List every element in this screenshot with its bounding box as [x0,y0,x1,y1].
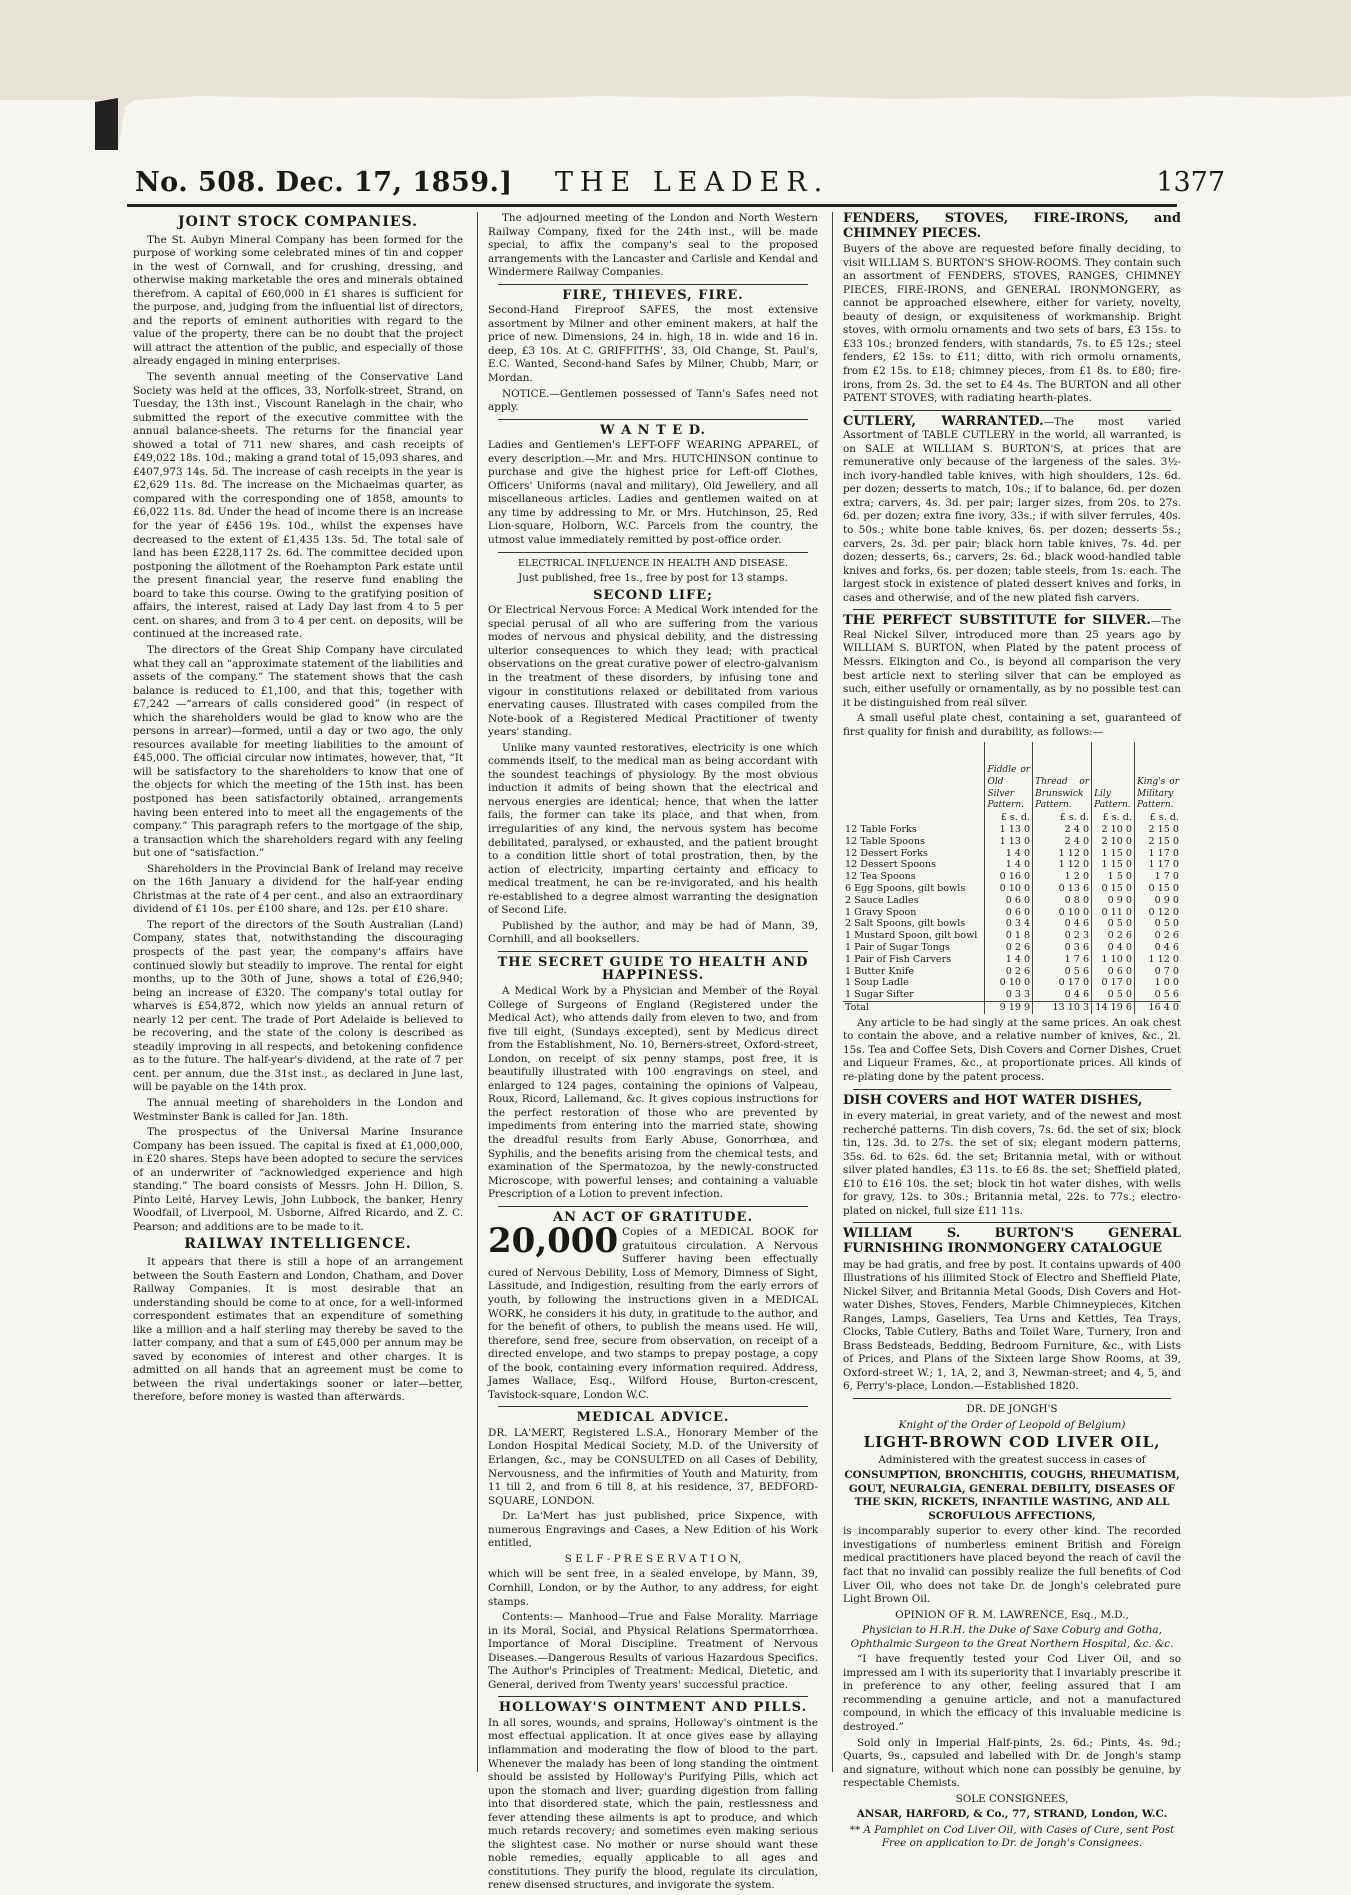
divider [498,951,808,952]
ad-pamphlet: ** A Pamphlet on Cod Liver Oil, with Cases of Cure, sent Post Free on application to Dr. de Jongh's Consignees. [849,1823,1175,1850]
table-row [843,859,1181,871]
table-cell: 0 5 0 [1092,918,1135,930]
table-cell: 0 2 6 [985,966,1033,978]
divider [498,1696,808,1697]
table-cell: 1 Pair of Sugar Tongs [845,942,950,953]
table-cell: 0 13 6 [1033,883,1092,895]
table-cell: 1 12 0 [1033,859,1092,871]
ad-text: “I have frequently tested your Cod Liver Oil, and so impressed am I with its superiority that I invariably prescribe it in preference to any other, feeling assured that I am recommending a genuine article, and not a manufactured compound, in which the efficacy of this invaluable medicine is destroyed.” [843,1653,1181,1734]
ad-conditions: CONSUMPTION, BRONCHITIS, COUGHS, RHEUMATISM, GOUT, NEURALGIA, GENERAL DEBILITY, DISEASES OF THE SKIN, RICKETS, INFANTILE WASTING, AND ALL SCROFULOUS AFFECTIONS, [844,1469,1180,1522]
heading-secret-guide: THE SECRET GUIDE TO HEALTH AND HAPPINESS. [497,954,809,984]
table-row [843,883,1181,895]
table-cell: 1 10 0 [1092,954,1135,966]
article-paragraph: The adjourned meeting of the London and North Western Railway Company, fixed for the 24th inst., will be made special, to affix the company's seal to the proposed arrangements with the Lancaster and Carlisle and Kendal and Windermere Railway Companies. [488,212,818,279]
ad-text: Second-Hand Fireproof SAFES, the most extensive assortment by Milner and other eminent makers, at half the price of new. Dimensions, 24 in. high, 18 in. wide and 16 in. deep, £3 10s. At C. GRIFFITHS', 33, Old Change, St. Paul's, E.C. Wanted, Second-hand Safes by Milner, Chubb, Marr, or Mordan. [488,304,818,385]
article-paragraph: The annual meeting of shareholders in the London and Westminster Bank is called for Jan. 18th. [133,1097,463,1123]
heading-medical-advice: MEDICAL ADVICE. [576,1410,730,1426]
issue-number: No. 508. Dec. 17, 1859.] [135,167,513,198]
column-right [843,212,1181,1853]
ad-text: —The most varied Assortment of TABLE CUTLERY in the world, all warranted, is on SALE at WILLIAM S. BURTON'S, at prices that are remunerative only because of the largeness of the sales. 3½-inch ivory-handled table knives, with high shoulders, 12s. 6d. per dozen; desserts to match, 10s.; if to balance, 6d. per dozen extra; carvers, 4s. 3d. per pair; larger sizes, from 20s. to 27s. 6d. per dozen; extra fine ivory, 33s.; if with silver ferrules, 40s. to 50s.; white bone table knives, 6s. per dozen; desserts 5s.; carvers, 2s. 3d. per pair; black horn table knives, 7s. 4d. per dozen; desserts, 6s.; carvers, 2s. 6d.; black wood-handled table knives and forks, 6s. per dozen; table steels, from 1s. each. The largest stock in existence of plated dessert knives and forks, in cases and otherwise, and of the new plated fish carvers. [843,415,1181,604]
ad-text: A Medical Work by a Physician and Member of the Royal College of Surgeons of England (Registered under the Medical Act), who attends daily from eleven to two, and from five till eight, (Sundays excepted), sent by Medicus direct from the Establishment, No. 10, Berners-street, Oxford-street, London, on receipt of six penny stamps, post free, it is beautifully illustrated with 100 engravings on steel, and enlarged to 124 pages, containing the opinions of Valpeau, Roux, Ricord, Lallemand, &c. It gives copious instructions for the perfect restoration of those who are prevented by impediments from entering into the married state, showing the dreadful results from Early Abuse, Gonorrhœa, and Syphilis, and the benefits arising from the chemical tests, and examination of the Spermatozoa, by the newly-constructed Microscope, with powerful lenses; and containing a valuable Prescription of a Lotion to prevent infection. [488,984,818,1201]
torn-paper-edge [0,0,1351,150]
table-row [843,836,1181,848]
table-cell: 0 1 8 [985,930,1033,942]
table-cell: 1 Soup Ladle [845,977,909,989]
divider [853,410,1171,411]
table-header: Thread or Brunswick Pattern. [1033,742,1092,812]
table-cell: 0 4 0 [1092,942,1135,954]
ad-text: A small useful plate chest, containing a set, guaranteed of first quality for finish and durability, as follows:— [843,712,1181,738]
table-cell: 0 5 6 [1134,989,1181,1001]
ad-text: Just published, free 1s., free by post for 13 stamps. [518,572,788,585]
table-cell: 0 5 0 [1134,918,1181,930]
big-number: 20,000 [488,1221,619,1262]
ad-text: Any article to be had singly at the same prices. An oak chest to contain the above, and a relative number of knives, &c., 2l. 15s. Tea and Coffee Sets, Dish Covers and Corner Dishes, Cruet and Liqueur Frames, &c., at proportionate prices. All kinds of re-plating done by the patent process. [843,1016,1181,1083]
table-cell: Total [843,1001,985,1013]
ad-text: Unlike many vaunted restoratives, electricity is one which commends itself, to the medical man as being accordant with the soundest teachings of physiology. By the most obvious induction it admits of being shown that the electrical and nervous energies are identical; hence, that when the latter fails, the former can take its place, and that when, from irregularities of any kind, the nervous system has become debilitated, paralysed, or exhausted, and the patient brought to a condition little short of total prostration, then, by the action of electricity, imparting certainty and efficacy to medical treatment, he can be re-invigorated, and his health re-established to a degree almost warranting the designation of Second Life. [488,741,818,917]
table-cell: 0 6 0 [985,895,1033,907]
ad-text: Contents:— Manhood—True and False Morality. Marriage in its Moral, Social, and Physical Relations Spermatorrhœa. Importance of Moral Discipline. Treatment of Nervous Diseases.—Dangerous Results of various Hazardous Specifics. The Author's Principles of Treatment: Medical, Dietetic, and General, derived from Twenty years' successful practice. [488,1611,818,1691]
heading-joint-stock: JOINT STOCK COMPANIES. [177,214,419,230]
table-cell: 0 8 0 [1033,895,1092,907]
ad-sole-consignees: SOLE CONSIGNEES, [955,1792,1069,1805]
heading-fire: FIRE, THIEVES, FIRE. [562,287,744,303]
table-cell: 12 Table Spoons [845,835,925,847]
table-cell: 1 15 0 [1092,859,1135,871]
table-unit: £ s. d. [1134,812,1181,824]
table-cell: 0 15 0 [1134,883,1181,895]
table-cell: 0 2 6 [1134,930,1181,942]
heading-cutlery: CUTLERY, WARRANTED. [843,413,1044,429]
table-cell: 0 9 0 [1092,895,1135,907]
ad-physician: Physician to H.R.H. the Duke of Saxe Coburg and Gotha, Ophthalmic Surgeon to the Great Northern Hospital, &c. &c. [850,1624,1174,1650]
divider [853,609,1171,610]
heading-dish-covers: DISH COVERS and HOT WATER DISHES, [843,1092,1143,1108]
article-paragraph: The prospectus of the Universal Marine Insurance Company has been issued. The capital is fixed at £1,000,000, in £20 shares. Steps have been adopted to secure the services of an underwriter of “acknowledged experience and high standing.” The board consists of Messrs. John H. Dillon, S. Pinto Leité, Harvey Lewis, John Lubbock, the banker, Henry Woodfall, of Liverpool, M. Usborne, Alfred Ricardo, and Z. C. Pearson; and additions are to be made to it. [133,1126,463,1233]
table-cell: 0 17 0 [1033,977,1092,989]
table-row [843,954,1181,966]
table-cell: 1 4 0 [985,954,1033,966]
ad-text: Buyers of the above are requested before finally deciding, to visit WILLIAM S. BURTON'S SHOW-ROOMS. They contain such an assortment of FENDERS, STOVES, RANGES, CHIMNEY PIECES, FIRE-IRONS, and GENERAL IRONMONGERY, as cannot be approached elsewhere, either for variety, novelty, beauty of design, or exquisiteness of workmanship. Bright stoves, with ormolu ornaments and two sets of bars, £3 15s. to £33 10s.; bronzed fenders, with standards, 7s. to £5 12s.; steel fenders, £2 15s. to £11; ditto, with rich ormolu ornaments, from £2 15s. to £18; chimney pieces, from £1 8s. to £80; fire-irons, from 2s. 3d. the set to £4 4s. The BURTON and all other PATENT STOVES, with radiating hearth-plates. [843,243,1181,405]
ad-text: is incomparably superior to every other kind. The recorded investigations of numberless eminent British and Foreign medical practitioners have placed beyond the reach of cavil the fact that no invalid can possibly realize the full benefits of Cod Liver Oil, who does not take Dr. de Jongh's celebrated pure Light Brown Oil. [843,1525,1181,1606]
column-left [133,212,463,1407]
table-cell: 0 5 0 [1092,989,1135,1001]
table-cell: 9 19 9 [985,1001,1033,1013]
header-rule [127,204,1177,207]
table-cell: 2 10 0 [1092,836,1135,848]
table-cell: 1 5 0 [1092,871,1135,883]
table-cell: 1 4 0 [985,848,1033,860]
table-cell: 0 9 0 [1134,895,1181,907]
ad-text: Sold only in Imperial Half-pints, 2s. 6d.; Pints, 4s. 9d.; Quarts, 9s., capsuled and labelled with Dr. de Jongh's stamp and signature, without which none can possibly be genuine, by respectable Chemists. [843,1736,1181,1790]
table-row [843,977,1181,989]
ad-text: NOTICE.—Gentlemen possessed of Tann's Safes need not apply. [488,387,818,414]
table-cell: 1 13 0 [985,836,1033,848]
table-cell: 2 15 0 [1134,824,1181,836]
ad-text: Dr. La'Mert has just published, price Sixpence, with numerous Engravings and Cases, a New Edition of his Work entitled, [488,1510,818,1550]
table-unit: £ s. d. [1092,812,1135,824]
table-row [843,989,1181,1001]
ad-heading-electrical: ELECTRICAL INFLUENCE IN HEALTH AND DISEASE. [518,557,788,569]
table-cell: 12 Dessert Spoons [845,859,937,871]
ad-text: Ladies and Gentlemen's LEFT-OFF WEARING APPAREL, of every description.—Mr. and Mrs. HUTCHINSON continue to purchase and give the highest price for Left-off Clothes, Officers' Uniforms (naval and military), Old Jewellery, and all miscellaneous articles. Ladies and gentlemen waited on at any time by addressing to Mr. or Mrs. Hutchinson, 25, Red Lion-square, Holborn, W.C. Parcels from the country, the utmost value immediately remitted by post-office order. [488,439,818,547]
plate-price-table [843,742,1181,1014]
divider [853,1398,1171,1399]
article-paragraph: The directors of the Great Ship Company have circulated what they call an “approximate statement of the liabilities and assets of the company.” The statement shows that the cash balance is reduced to £1,100, and that this, together with £7,242 —“arrears of calls considered good” (in respect of which the shareholders would be glad to know who are the persons in arrear)—formed, until a day or two ago, the only resources available for meeting liabilities to the amount of £45,000. The official circular now intimates, however, that, “It will be satisfactory to the shareholders to know that one of the objects for which the meeting of the 15th inst. has been postponed has been satisfactorily obtained, arrangements having been entered into to meet all the engagements of the company.” This paragraph refers to the mortgage of the ship, a transaction which the shareholders regard with any feeling but one of “satisfaction.” [133,643,463,860]
article-paragraph: The seventh annual meeting of the Conservative Land Society was held at the offices, 33, Norfolk-street, Strand, on Tuesday, the 13th inst., Viscount Ranelagh in the chair, who submitted the report of the executive committee with the annual balance-sheets. The returns for the financial year showed a total of 711 new shares, and cash receipts of £49,022 18s. 10d.; making a grand total of 15,093 shares, and £407,973 14s. 5d. The increase of cash receipts in the year is £2,629 11s. 8d. The increase on the Michaelmas quarter, as compared with the corresponding one of 1858, amounts to £6,022 11s. 8d. Under the head of income there is an increase for the year of £456 19s. 10d., whilst the expenses have decreased to the extent of £1,435 13s. 5d. The total sale of land has been £228,117 2s. 6d. The committee decided upon postponing the allotment of the Roehampton Park estate until the present financial year, the reserve fund enabling the board to take this course. Owing to the gratifying position of affairs, the interest, raised at Lady Day last from 4 to 5 per cent. on shares, and from 3 to 4 per cent. on deposits, will be continued at the increased rate. [133,371,463,641]
ad-text: in every material, in great variety, and of the newest and most recherché patterns. Tin dish covers, 7s. 6d. the set of six; block tin, 12s. 3d. to 27s. the set of six; elegant modern patterns, 35s. 6d. to 62s. 6d. the set; Britannia metal, with or without silver plated handles, £3 11s. to £6 8s. the set; Sheffield plated, £10 to £16 10s. the set; block tin hot water dishes, with wells for gravy, 12s. to 30s.; Britannia metal, 22s. to 77s.; electro-plated on nickel, full size £11 11s. [843,1110,1181,1217]
table-total-row [843,1001,1181,1013]
table-cell: 12 Tea Spoons [845,871,916,883]
table-cell: 1 Sugar Sifter [845,989,914,1001]
table-header: Fiddle or Old Silver Pattern. [985,742,1033,812]
ad-opinion: OPINION OF R. M. LAWRENCE, Esq., M.D., [895,1608,1129,1621]
table-cell: 0 2 6 [1092,930,1135,942]
table-cell: 0 10 0 [1033,907,1092,919]
table-cell: 1 Mustard Spoon, gilt bowl [845,930,978,942]
table-cell: 0 2 6 [985,942,1033,954]
heading-second-life: SECOND LIFE; [593,587,713,603]
divider [498,419,808,420]
table-cell: 0 3 3 [985,989,1033,1001]
table-cell: 2 4 0 [1033,836,1092,848]
table-cell: 0 6 0 [985,907,1033,919]
ad-text: which will be sent free, in a sealed envelope, by Mann, 39, Cornhill, London, or by the Author, to any address, for eight stamps. [488,1568,818,1608]
table-cell: 1 12 0 [1134,954,1181,966]
ad-text: Published by the author, and may be had of Mann, 39, Cornhill, and all booksellers. [488,919,818,946]
table-cell: 16 4 0 [1134,1001,1181,1013]
table-row [843,930,1181,942]
divider [498,1206,808,1207]
article-paragraph: Shareholders in the Provincial Bank of Ireland may receive on the 16th January a dividend for the half-year ending Christmas at the rate of 4 per cent., and also an extraordinary dividend of £1 10s. per £100 share, and 12s. per £10 share. [133,862,463,916]
newspaper-title: THE LEADER. [555,167,830,198]
ad-text: Administered with the greatest success in cases of [878,1453,1146,1466]
table-unit: £ s. d. [985,812,1033,824]
article-paragraph: The report of the directors of the South Australian (Land) Company, states that, notwithstanding the discouraging prospects of the past year, the company's affairs have continued slowly but steadily to improve. The rental for eight months, up to the 30th of June, shows a total of £26,940; being an increase of £320. The company's total outlay for wharves is £54,872, which now yields an annual return of nearly 12 per cent. The trade of Port Adelaide is believed to be recovering, and the state of the colony is described as steadily improving in all respects, and betokening confidence as to the future. The half-year's dividend, at the rate of 7 per cent. per annum, due the 31st inst., as declared in June last, will be payable on the 14th prox. [133,918,463,1094]
ad-text: may be had gratis, and free by post. It contains upwards of 400 Illustrations of his illimited Stock of Electro and Sheffield Plate, Nickel Silver, and Britannia Metal Goods, Dish Covers and Hot-water Dishes, Stoves, Fenders, Marble Chimneypieces, Kitchen Ranges, Lamps, Gaseliers, Tea Urns and Kettles, Tea Trays, Clocks, Table Cutlery, Baths and Toilet Ware, Turnery, Iron and Brass Bedsteads, Bedding, Bedroom Furniture, &c., with Lists of Prices, and Plans of the Sixteen large Show Rooms, at 39, Oxford-street W.; 1, 1A, 2, and 3, Newman-street; and 4, 5, and 6, Perry's-place, London.—Established 1820. [843,1258,1181,1393]
table-cell: 1 15 0 [1092,848,1135,860]
table-cell: 1 17 0 [1134,859,1181,871]
table-row [843,966,1181,978]
article-paragraph: It appears that there is still a hope of an arrangement between the South Eastern and London, Chatham, and Dover Railway Companies. It is most desirable that an understanding should be come to at once, for a well-informed correspondent estimates that an expenditure of something like a million and a half sterling may thereby be saved to the latter company, and that a sum of £45,000 per annum may be saved by economies of interest and other charges. It is admitted on all hands that an agreement must be come to between the rival undertakings sooner or later—better, therefore, before money is wasted than afterwards. [133,1256,463,1404]
table-cell: 13 10 3 [1033,1001,1092,1013]
table-cell: 0 3 4 [985,918,1033,930]
ad-knight: Knight of the Order of Leopold of Belgium) [898,1418,1126,1431]
heading-wanted: W A N T E D. [599,422,707,438]
table-cell: 0 4 6 [1033,918,1092,930]
ad-text: In all sores, wounds, and sprains, Holloway's ointment is the most effectual application. It at once gives ease by allaying inflammation and moderating the flow of blood to the part. Whenever the malady has been of long standing the ointment should be assisted by Holloway's Purifying Pills, which act upon the stomach and liver; guarding digestion from falling into that disordered state, which the pain, restlessness and fever attending these ailments is apt to produce, and which much retards recovery; and sometimes even making serious the slightest case. No mother or nurse should want these noble remedies, equally applicable to all ages and constitutions. They purify the blood, regulate its circulation, renew disensed structures, and invigorate the system. [488,1716,818,1892]
column-divider [832,212,833,1772]
table-cell: 1 4 0 [985,859,1033,871]
table-cell: 1 Gravy Spoon [845,906,917,918]
table-cell: 0 6 0 [1092,966,1135,978]
heading-fenders: FENDERS, STOVES, FIRE-IRONS, and CHIMNEY PIECES. [843,211,1181,241]
divider [498,1406,808,1407]
table-cell: 6 Egg Spoons, gilt bowls [845,883,966,895]
table-row [843,907,1181,919]
table-cell: 14 19 6 [1092,1001,1135,1013]
table-cell: 1 2 0 [1033,871,1092,883]
divider [853,1089,1171,1090]
divider [498,552,808,553]
table-cell: 1 12 0 [1033,848,1092,860]
table-cell: 2 Salt Spoons, gilt bowls [845,918,966,930]
table-cell: 0 2 3 [1033,930,1092,942]
heading-burton-catalogue: WILLIAM S. BURTON'S GENERAL FURNISHING IRONMONGERY CATALOGUE [843,1226,1181,1256]
table-row [843,824,1181,836]
table-cell: 1 17 0 [1134,848,1181,860]
table-row [843,848,1181,860]
table-cell: 2 15 0 [1134,836,1181,848]
table-cell: 0 5 6 [1033,966,1092,978]
table-cell: 0 3 6 [1033,942,1092,954]
table-header: Lily Pattern. [1092,742,1135,812]
ad-text: DR. LA'MERT, Registered L.S.A., Honorary Member of the London Hospital Medical Society, M.D. of the University of Erlangen, &c., may be CONSULTED on all Cases of Debility, Nervousness, and the infirmities of Youth and Maturity, from 11 till 2, and from 6 till 8, at his residence, 37, BEDFORD-SQUARE, LONDON. [488,1426,818,1507]
table-row [843,942,1181,954]
table-cell: 0 4 6 [1134,942,1181,954]
column-divider [477,212,478,1772]
table-cell: 1 7 0 [1134,871,1181,883]
table-cell: 0 17 0 [1092,977,1135,989]
ad-ansar: ANSAR, HARFORD, & Co., 77, STRAND, London, W.C. [856,1808,1168,1821]
table-cell: 12 Table Forks [845,824,917,836]
table-cell: 2 4 0 [1033,824,1092,836]
divider [853,1222,1171,1223]
ad-doctor: DR. DE JONGH'S [966,1403,1058,1415]
table-cell: 2 Sauce Ladles [845,894,919,906]
table-cell: 0 10 0 [985,883,1033,895]
table-row [843,918,1181,930]
table-cell: 0 12 0 [1134,907,1181,919]
table-row [843,895,1181,907]
table-cell: 1 0 0 [1134,977,1181,989]
table-cell: 1 13 0 [985,824,1033,836]
table-cell: 2 10 0 [1092,824,1135,836]
table-cell: 0 16 0 [985,871,1033,883]
table-cell: 1 Butter Knife [845,965,915,977]
heading-holloway: HOLLOWAY'S OINTMENT AND PILLS. [498,1700,808,1716]
table-unit: £ s. d. [1033,812,1092,824]
table-header: King's or Military Pattern. [1134,742,1181,812]
table-cell: 1 7 6 [1033,954,1092,966]
ad-text: Copies of a MEDICAL BOOK for gratuitous circulation. A Nervous Sufferer having been effectually cured of Nervous Debility, Loss of Memory, Dimness of Sight, Lassitude, and Indigestion, resulting from the early errors of youth, by following the instructions given in a MEDICAL WORK, he considers it his duty, in gratitude to the author, and for the benefit of others, to publish the means used. He will, therefore, send free, secure from observation, on receipt of a directed envelope, and two stamps to prepay postage, a copy of the book, containing every information required. Address, James Wallace, Esq., Wilford House, Burton-crescent, Tavistock-square, London W.C. [488,1226,818,1401]
table-cell: 0 10 0 [985,977,1033,989]
column-middle [488,212,818,1895]
article-paragraph: The St. Aubyn Mineral Company has been formed for the purpose of working some celebrated mines of tin and copper in the west of Cornwall, and for crushing, dressing, and otherwise making marketable the ores and minerals obtained therefrom. A capital of £60,000 in £1 shares is sufficient for the purpose, and, judging from the influential list of directors, and the reports of eminent authorities with regard to the value of the property, there can be no doubt that the project will attract the attention of the public, and especially of those already engaged in mining enterprises. [133,233,463,368]
heading-railway: RAILWAY INTELLIGENCE. [184,1236,412,1253]
heading-perfect-substitute: THE PERFECT SUBSTITUTE for SILVER. [843,613,1151,629]
heading-gratitude: AN ACT OF GRATITUDE. [553,1209,753,1225]
table-cell: 12 Dessert Forks [845,847,928,859]
divider [498,284,808,285]
table-row [843,871,1181,883]
ad-text: Or Electrical Nervous Force: A Medical Work intended for the special perusal of all who are suffering from the various modes of nervous and physical debility, and the distressing ulterior consequences to which they lead; with practical observations on the great curative power of electro-galvanism in the treatment of these disorders, by infusing tone and vigour in constitutions relaxed or debilitated from various enervating causes. Illustrated with cases compiled from the Note-book of a Registered Medical Practitioner of twenty years' standing. [488,604,818,739]
page-header [135,163,1225,197]
table-cell: 1 Pair of Fish Carvers [845,953,952,965]
heading-cod-liver-oil: LIGHT-BROWN COD LIVER OIL, [863,1433,1161,1452]
table-cell: 0 7 0 [1134,966,1181,978]
heading-self-preservation: S E L F - P R E S E R V A T I O N, [564,1552,742,1565]
table-cell: 0 11 0 [1092,907,1135,919]
page-number: 1377 [1156,167,1225,198]
table-cell: 0 4 6 [1033,989,1092,1001]
ad-text: —The Real Nickel Silver, introduced more than 25 years ago by WILLIAM S. BURTON, when Plated by the patent process of Messrs. Elkington and Co., is beyond all comparison the very best article next to sterling silver that can be employed as such, either usefully or ornamentally, as by no possible test can it be distinguished from real silver. [843,615,1181,709]
table-cell: 0 15 0 [1092,883,1135,895]
